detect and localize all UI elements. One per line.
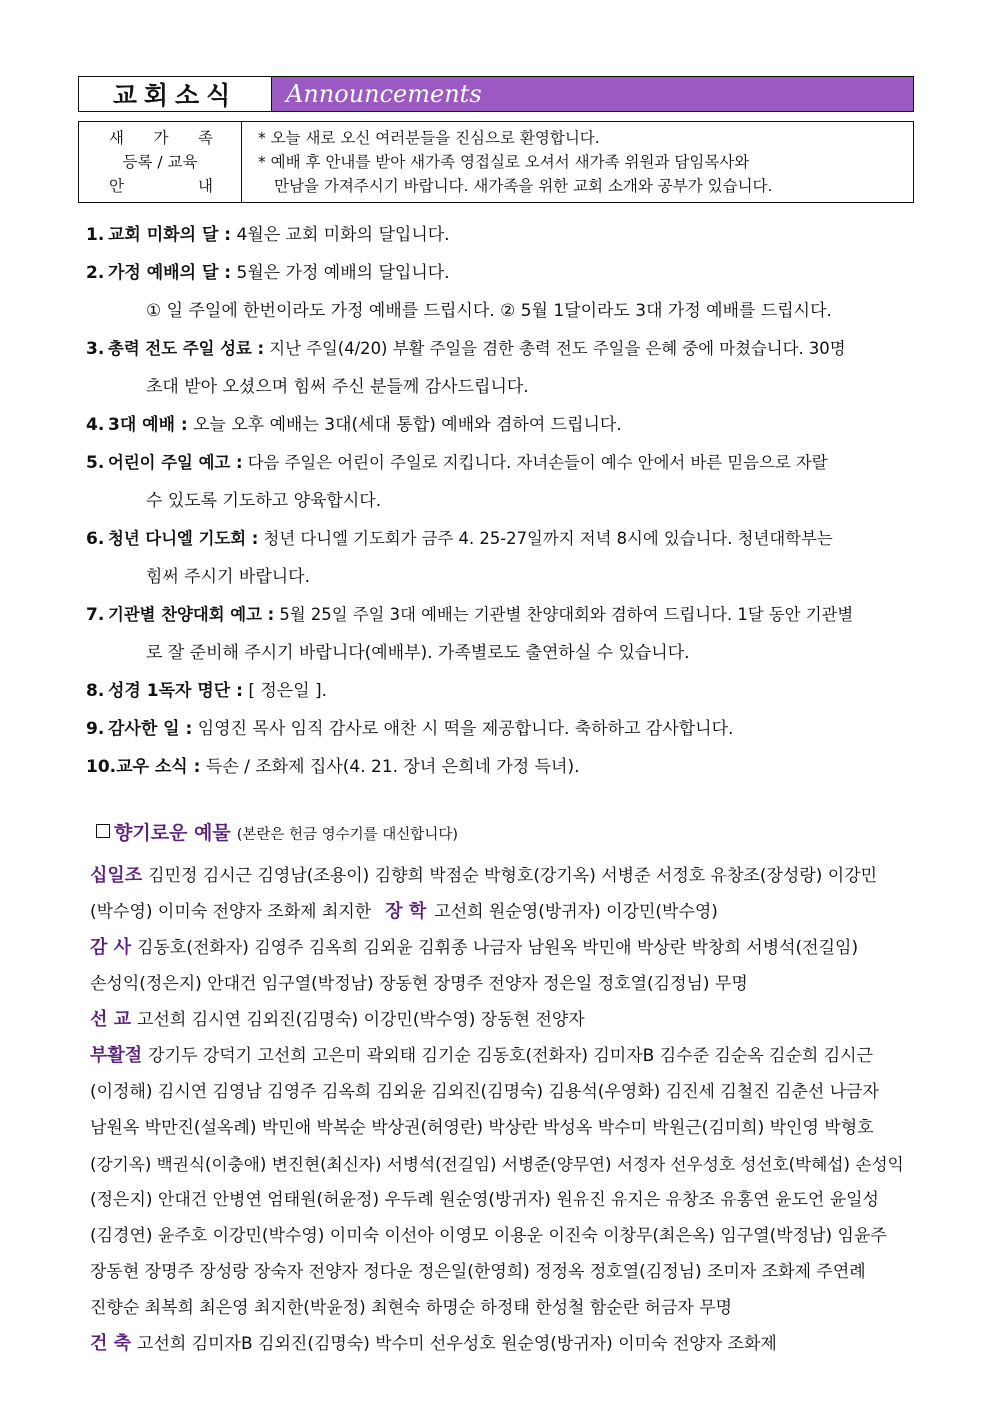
offering-category: 건 축 (90, 1333, 132, 1354)
item-title: 감사한 일 : (108, 719, 193, 739)
label-guide: 안 내 (109, 177, 213, 195)
item-continuation: 힘써 주시기 바랍니다. (146, 567, 311, 587)
header-title-korean: 교회소식 (79, 77, 272, 111)
new-family-line: * 오늘 새로 오신 여러분들을 진심으로 환영합니다. (258, 129, 600, 147)
item-text: 4월은 교회 미화의 달입니다. (231, 225, 450, 245)
offering-line: (강기옥) 백권식(이충애) 변진현(최신자) 서병석(전길임) 서병준(양무연) 서정자 선우성호 성선호(박혜섭) 손성익 (90, 1154, 904, 1174)
offering-line: 선 교 고선희 김시연 김외진(김명숙) 이강민(박수영) 장동현 전양자 (90, 1009, 585, 1030)
offerings-title: 향기로운 예물 (본란은 헌금 영수기를 대신합니다) (96, 818, 458, 845)
offering-line: 장동현 장명주 장성랑 장숙자 전양자 정다운 정은일(한영희) 정정옥 정호열(김정님) 조미자 조화제 주연례 (90, 1262, 866, 1282)
item-continuation: 로 잘 준비해 주시기 바랍니다(예배부). 가족별로도 출연하실 수 있습니다. (146, 643, 690, 663)
item-text: 5월 25일 주일 3대 예배는 기관별 찬양대회와 겸하여 드립니다. 1달 동안 기관별 (274, 605, 854, 624)
new-family-line: * 예배 후 안내를 받아 새가족 영접실로 오셔서 새가족 위원과 담임목사와 (258, 153, 750, 171)
offering-line: (박수영) 이미숙 전양자 조화제 최지한 장 학 고선희 원순영(방귀자) 이강민(박수영) (90, 901, 718, 922)
offerings-subtitle: (본란은 헌금 영수기를 대신합니다) (236, 827, 458, 843)
new-family-text (242, 122, 913, 202)
offering-line: 남원옥 박만진(설옥례) 박민애 박복순 박상권(허영란) 박상란 박성옥 박수미 박원근(김미희) 박인영 박형호 (90, 1118, 874, 1138)
announcement-item: 7. 기관별 찬양대회 예고 : 5월 25일 주일 3대 예배는 기관별 찬양대회와 겸하여 드립니다. 1달 동안 기관별 (86, 605, 854, 625)
announcement-item: 1. 교회 미화의 달 : 4월은 교회 미화의 달입니다. (86, 225, 450, 245)
announcement-item: 2. 가정 예배의 달 : 5월은 가정 예배의 달입니다. (86, 263, 450, 283)
item-continuation: 수 있도록 기도하고 양육합시다. (146, 491, 382, 511)
header-title-english: Announcements (272, 77, 913, 111)
item-text: 득손 / 조화제 집사(4. 21. 장녀 은희네 가정 득녀). (200, 757, 580, 777)
offering-line: 부활절 강기두 강덕기 고선희 고은미 곽외태 김기순 김동호(전화자) 김미자B 김수준 김순옥 김순희 김시근 (90, 1045, 873, 1066)
offering-line: 십일조 김민정 김시근 김영남(조용이) 김향희 박점순 박형호(강기옥) 서병준 서정호 유창조(장성랑) 이강민 (90, 865, 878, 886)
offering-line: 건 축 고선희 김미자B 김외진(김명숙) 박수미 선우성호 원순영(방귀자) 이미숙 전양자 조화제 (90, 1333, 777, 1354)
new-family-box (78, 121, 914, 203)
offering-category: 장 학 (385, 901, 427, 922)
offering-line: (정은지) 안대건 안병연 엄태원(허윤정) 우두례 원순영(방귀자) 원유진 유지은 유창조 유홍연 윤도언 윤일성 (90, 1190, 879, 1210)
announcement-item: 5. 어린이 주일 예고 : 다음 주일은 어린이 주일로 지킵니다. 자녀손들이 예수 안에서 바른 믿음으로 자랄 (86, 453, 828, 473)
checkbox-square-icon (96, 824, 110, 838)
announcement-item: 6. 청년 다니엘 기도회 : 청년 다니엘 기도회가 금주 4. 25-27일까지 저녁 8시에 있습니다. 청년대학부는 (86, 529, 833, 549)
item-text: 5월은 가정 예배의 달입니다. (231, 263, 450, 283)
item-continuation: ① 일 주일에 한번이라도 가정 예배를 드립시다. ② 5월 1달이라도 3대 가정 예배를 드립시다. (146, 301, 832, 321)
item-title: 3대 예배 : (108, 415, 188, 435)
offering-category: 선 교 (90, 1009, 132, 1030)
item-text: [ 정은일 ]. (242, 681, 328, 701)
announcement-item: 4. 3대 예배 : 오늘 오후 예배는 3대(세대 통합) 예배와 겸하여 드립니다. (86, 415, 622, 435)
offering-category: 감 사 (90, 937, 132, 958)
new-family-line: 만남을 가져주시기 바랍니다. 새가족을 위한 교회 소개와 공부가 있습니다. (274, 177, 773, 195)
item-title: 기관별 찬양대회 예고 : (108, 605, 275, 624)
item-continuation: 초대 받아 오셨으며 힘써 주신 분들께 감사드립니다. (146, 377, 529, 397)
offering-category: 부활절 (90, 1045, 143, 1066)
item-title: 성경 1독자 명단 : (108, 681, 243, 701)
item-text: 오늘 오후 예배는 3대(세대 통합) 예배와 겸하여 드립니다. (187, 415, 622, 435)
item-title: 교회 미화의 달 : (108, 225, 232, 245)
offering-line: 손성익(정은지) 안대건 임구열(박정남) 장동현 장명주 전양자 정은일 정호열(김정님) 무명 (90, 974, 748, 994)
offering-line: (김경연) 윤주호 이강민(박수영) 이미숙 이선아 이영모 이용운 이진숙 이창무(최은옥) 임구열(박정남) 임윤주 (90, 1226, 887, 1246)
announcement-item: 8. 성경 1독자 명단 : [ 정은일 ]. (86, 681, 328, 701)
announcement-item: 9. 감사한 일 : 임영진 목사 임직 감사로 애찬 시 떡을 제공합니다. 축하하고 감사합니다. (86, 719, 734, 739)
announcements-header (78, 76, 914, 112)
offering-line: 진향순 최복희 최은영 최지한(박윤정) 최현숙 하명순 하정태 한성철 함순란 허금자 무명 (90, 1298, 733, 1318)
announcement-item: 10. 교우 소식 : 득손 / 조화제 집사(4. 21. 장녀 은희네 가정 득녀). (86, 757, 580, 777)
item-title: 청년 다니엘 기도회 : (108, 529, 259, 548)
item-title: 교우 소식 : (116, 757, 201, 777)
item-text: 지난 주일(4/20) 부활 주일을 겸한 총력 전도 주일을 은혜 중에 마쳤습니다. 30명 (264, 339, 846, 358)
item-text: 청년 다니엘 기도회가 금주 4. 25-27일까지 저녁 8시에 있습니다. 청년대학부는 (258, 529, 833, 548)
announcement-item: 3. 총력 전도 주일 성료 : 지난 주일(4/20) 부활 주일을 겸한 총력 전도 주일을 은혜 중에 마쳤습니다. 30명 (86, 339, 846, 359)
new-family-labels (79, 122, 242, 202)
item-title: 어린이 주일 예고 : (108, 453, 243, 472)
offering-category: 십일조 (90, 865, 143, 886)
label-registration: 등록 / 교육 (122, 153, 198, 171)
item-text: 임영진 목사 임직 감사로 애찬 시 떡을 제공합니다. 축하하고 감사합니다. (192, 719, 734, 739)
item-title: 가정 예배의 달 : (108, 263, 232, 283)
item-title: 총력 전도 주일 성료 : (108, 339, 265, 358)
item-text: 다음 주일은 어린이 주일로 지킵니다. 자녀손들이 예수 안에서 바른 믿음으로 자랄 (242, 453, 828, 472)
label-new-family: 새 가 족 (109, 129, 213, 147)
announcement-list (86, 216, 906, 786)
offerings-list (90, 858, 910, 1362)
offering-line: 감 사 김동호(전화자) 김영주 김옥희 김외윤 김휘종 나금자 남원옥 박민애 박상란 박창희 서병석(전길임) (90, 937, 859, 958)
offering-line: (이정해) 김시연 김영남 김영주 김옥희 김외윤 김외진(김명숙) 김용석(우영화) 김진세 김철진 김춘선 나금자 (90, 1082, 879, 1102)
